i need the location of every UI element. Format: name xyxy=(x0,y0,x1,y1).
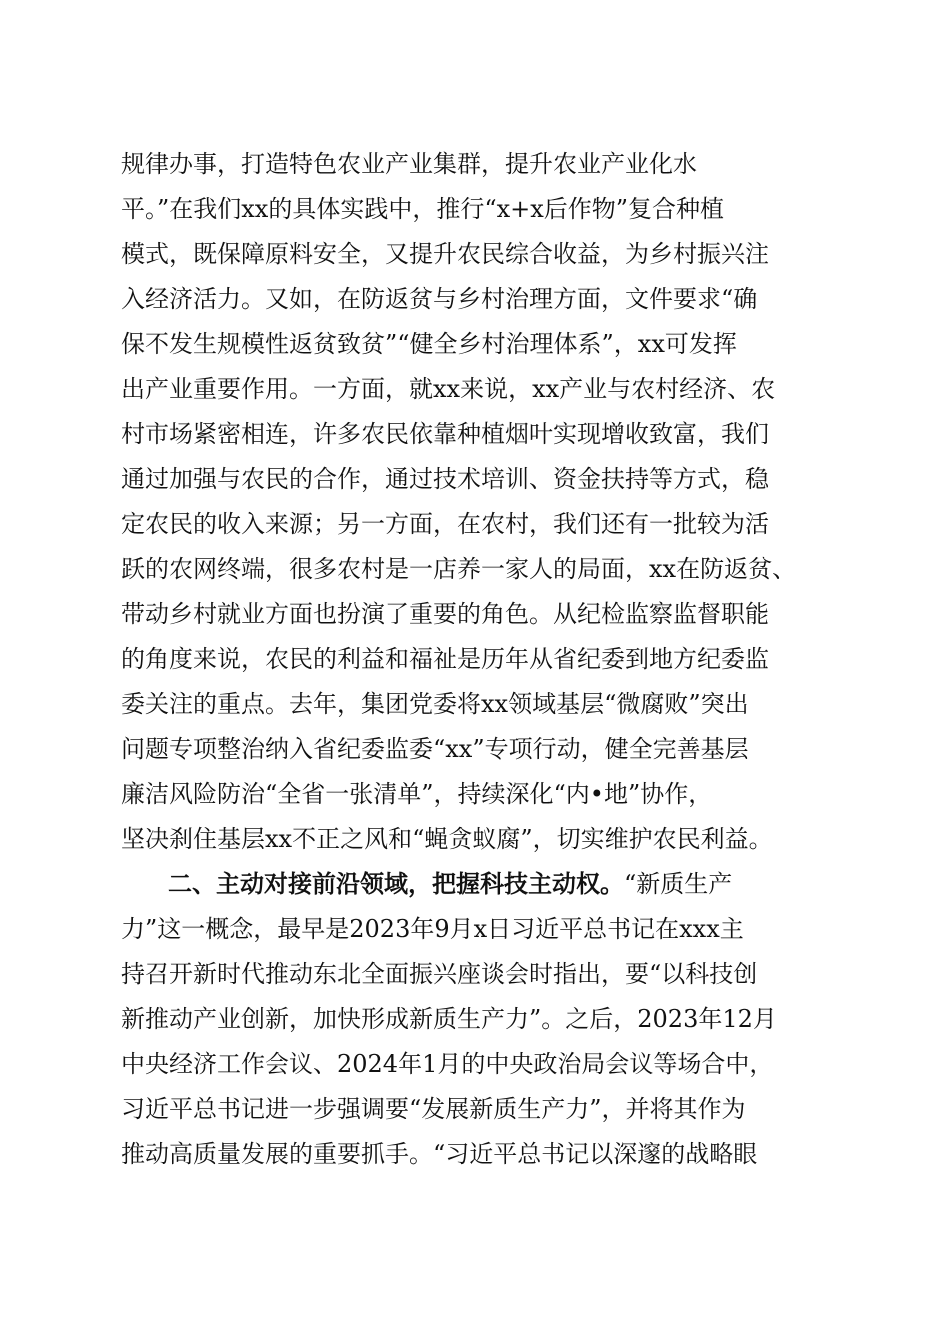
body-text-line: 定农民的收入来源；另一方面，在农村，我们还有一批较为活 xyxy=(121,510,769,538)
body-text-line: 规律办事，打造特色农业产业集群，提升农业产业化水 xyxy=(121,150,697,178)
body-text-line: 通过加强与农民的合作，通过技术培训、资金扶持等方式，稳 xyxy=(121,465,769,493)
body-text-span: “新质生产 xyxy=(624,870,733,898)
body-text-line: 保不发生规模性返贫致贫”“健全乡村治理体系”，xx可发挥 xyxy=(121,330,737,358)
body-text-line: 村市场紧密相连，许多农民依靠种植烟叶实现增收致富，我们 xyxy=(121,420,769,448)
body-text-line: 平。”在我们xx的具体实践中，推行“x+x后作物”复合种植 xyxy=(121,195,725,223)
body-text-line: 中央经济工作会议、2024年1月的中央政治局会议等场合中， xyxy=(121,1050,774,1078)
body-text-line: 委关注的重点。去年，集团党委将xx领域基层“微腐败”突出 xyxy=(121,690,749,718)
body-text-line: 力”这一概念，最早是2023年9月x日习近平总书记在xxx主 xyxy=(121,915,744,943)
body-text-line: 跃的农网终端，很多农村是一店养一家人的局面，xx在防返贫、 xyxy=(121,555,797,583)
body-text-line: 持召开新时代推动东北全面振兴座谈会时指出，要“以科技创 xyxy=(121,960,758,988)
body-text-line: 坚决刹住基层xx不正之风和“蝇贪蚁腐”，切实维护农民利益。 xyxy=(121,825,773,853)
section-heading-line xyxy=(168,869,732,899)
body-text-line: 推动高质量发展的重要抓手。“习近平总书记以深邃的战略眼 xyxy=(121,1140,758,1168)
body-text-line: 出产业重要作用。一方面，就xx来说，xx产业与农村经济、农 xyxy=(121,375,776,403)
body-text-line: 模式，既保障原料安全，又提升农民综合收益，为乡村振兴注 xyxy=(121,240,769,268)
body-text-line: 习近平总书记进一步强调要“发展新质生产力”，并将其作为 xyxy=(121,1095,746,1123)
section-heading: 二、主动对接前沿领域，把握科技主动权。 xyxy=(168,869,624,898)
body-text-line: 带动乡村就业方面也扮演了重要的角色。从纪检监察监督职能 xyxy=(121,600,769,628)
body-text-line: 的角度来说，农民的利益和福祉是历年从省纪委到地方纪委监 xyxy=(121,645,769,673)
body-text-line: 问题专项整治纳入省纪委监委“xx”专项行动，健全完善基层 xyxy=(121,735,749,763)
body-text-line: 廉洁风险防治“全省一张清单”，持续深化“内•地”协作， xyxy=(121,780,713,808)
body-text-line: 新推动产业创新，加快形成新质生产力”。之后，2023年12月 xyxy=(121,1005,777,1033)
body-text-line: 入经济活力。又如，在防返贫与乡村治理方面，文件要求“确 xyxy=(121,285,758,313)
